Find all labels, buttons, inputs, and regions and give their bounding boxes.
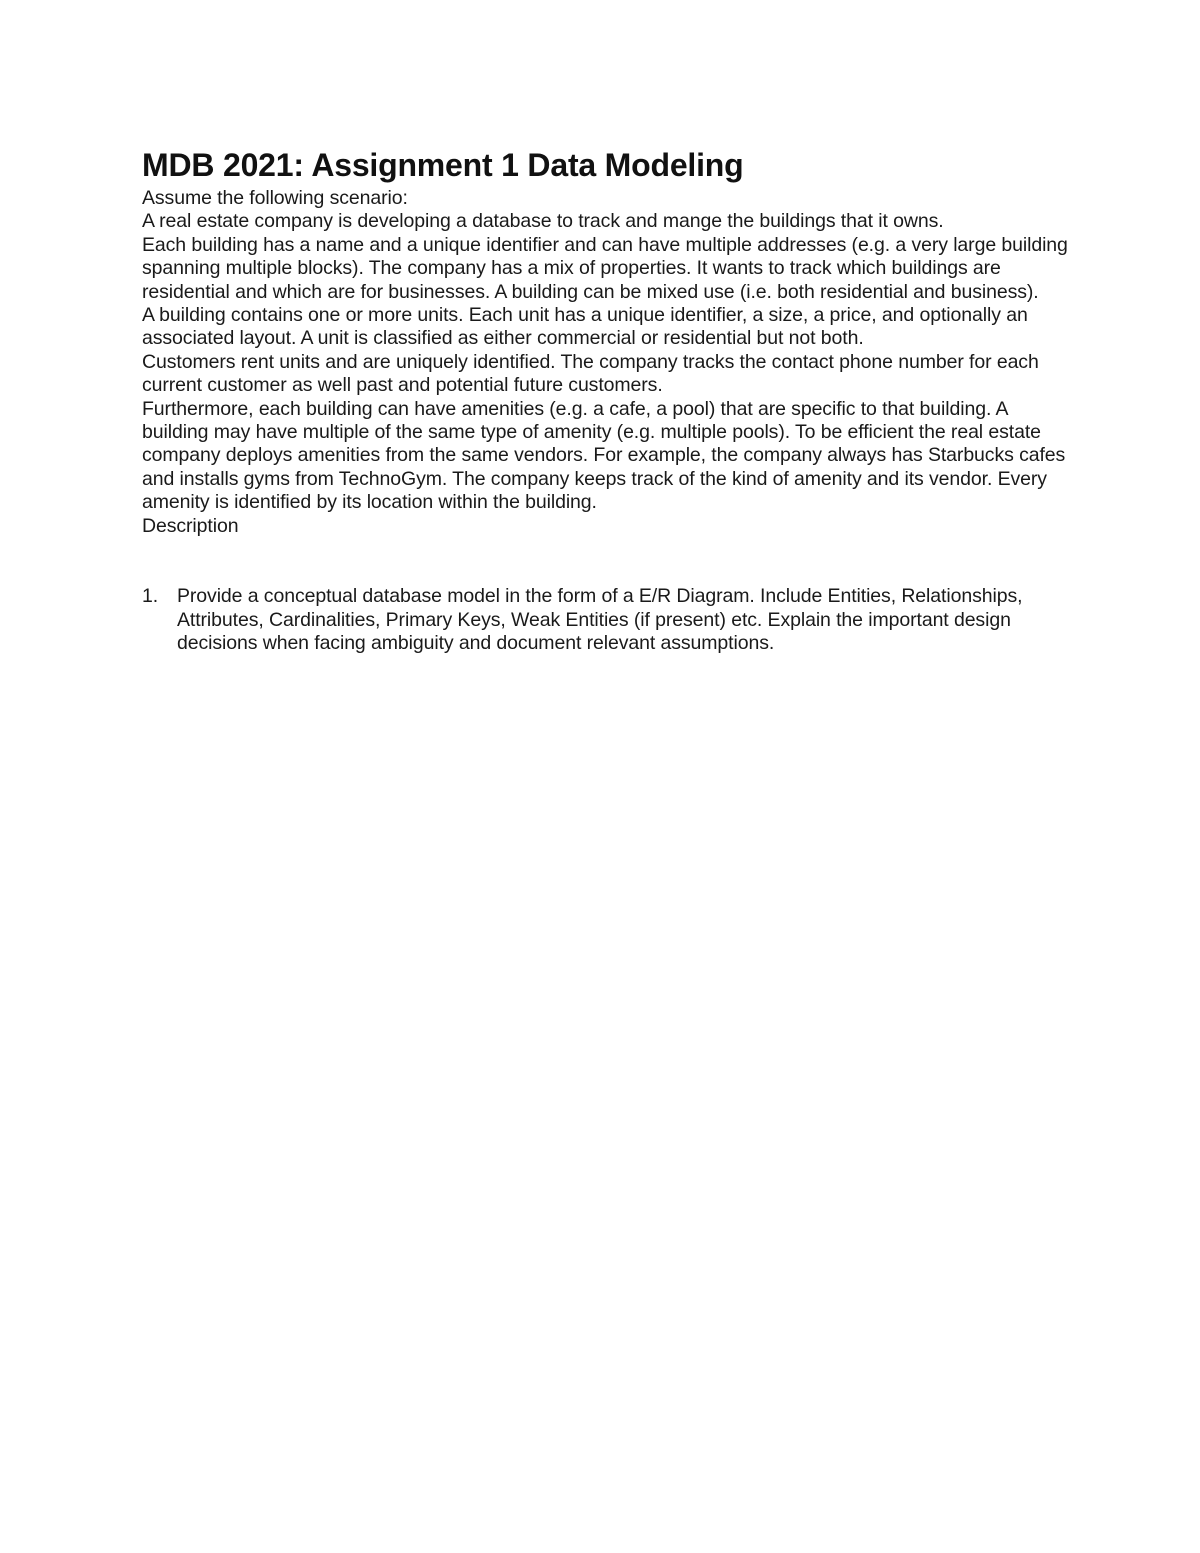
paragraph-amenities: Furthermore, each building can have amenities (e.g. a cafe, a pool) that are specific to that building. A building may have multiple of the same type of amenity (e.g. multiple pools). To be efficient the real estate company deploys amenities from the same vendors. For example, the company always has Starbucks cafes and installs gyms from TechnoGym. The company keeps track of the kind of amenity and its vendor. Every amenity is identified by its location within the building.: [142, 397, 1066, 514]
intro-text: Assume the following scenario:: [142, 187, 408, 209]
task-text: Provide a conceptual database model in the form of a E/R Diagram. Include Entities, Relationships, Attributes, Cardinalities, Primary Keys, Weak Entities (if present) etc. Explain the important design decisions when facing ambiguity and document relevant assumptions.: [177, 585, 1023, 654]
paragraph-units: A building contains one or more units. Each unit has a unique identifier, a size, a price, and optionally an associated layout. A unit is classified as either commercial or residential but not both.: [142, 304, 1028, 350]
task-item: [142, 585, 1072, 655]
task-list: [142, 585, 1072, 655]
paragraph-company: A real estate company is developing a database to track and mange the buildings that it owns.: [142, 210, 944, 233]
task-number: 1.: [142, 585, 159, 608]
document-title: MDB 2021: Assignment 1 Data Modeling: [142, 147, 744, 183]
description-heading: Description: [142, 514, 239, 537]
document-content: [142, 143, 1072, 655]
paragraph-buildings: Each building has a name and a unique identifier and can have multiple addresses (e.g. a very large building spanning multiple blocks). The company has a mix of properties. It wants to track which buildings are residential and which are for businesses. A building can be mixed use (i.e. both residential and business).: [142, 233, 1068, 303]
paragraph-customers: Customers rent units and are uniquely identified. The company tracks the contact phone number for each current customer as well past and potential future customers.: [142, 350, 1039, 397]
